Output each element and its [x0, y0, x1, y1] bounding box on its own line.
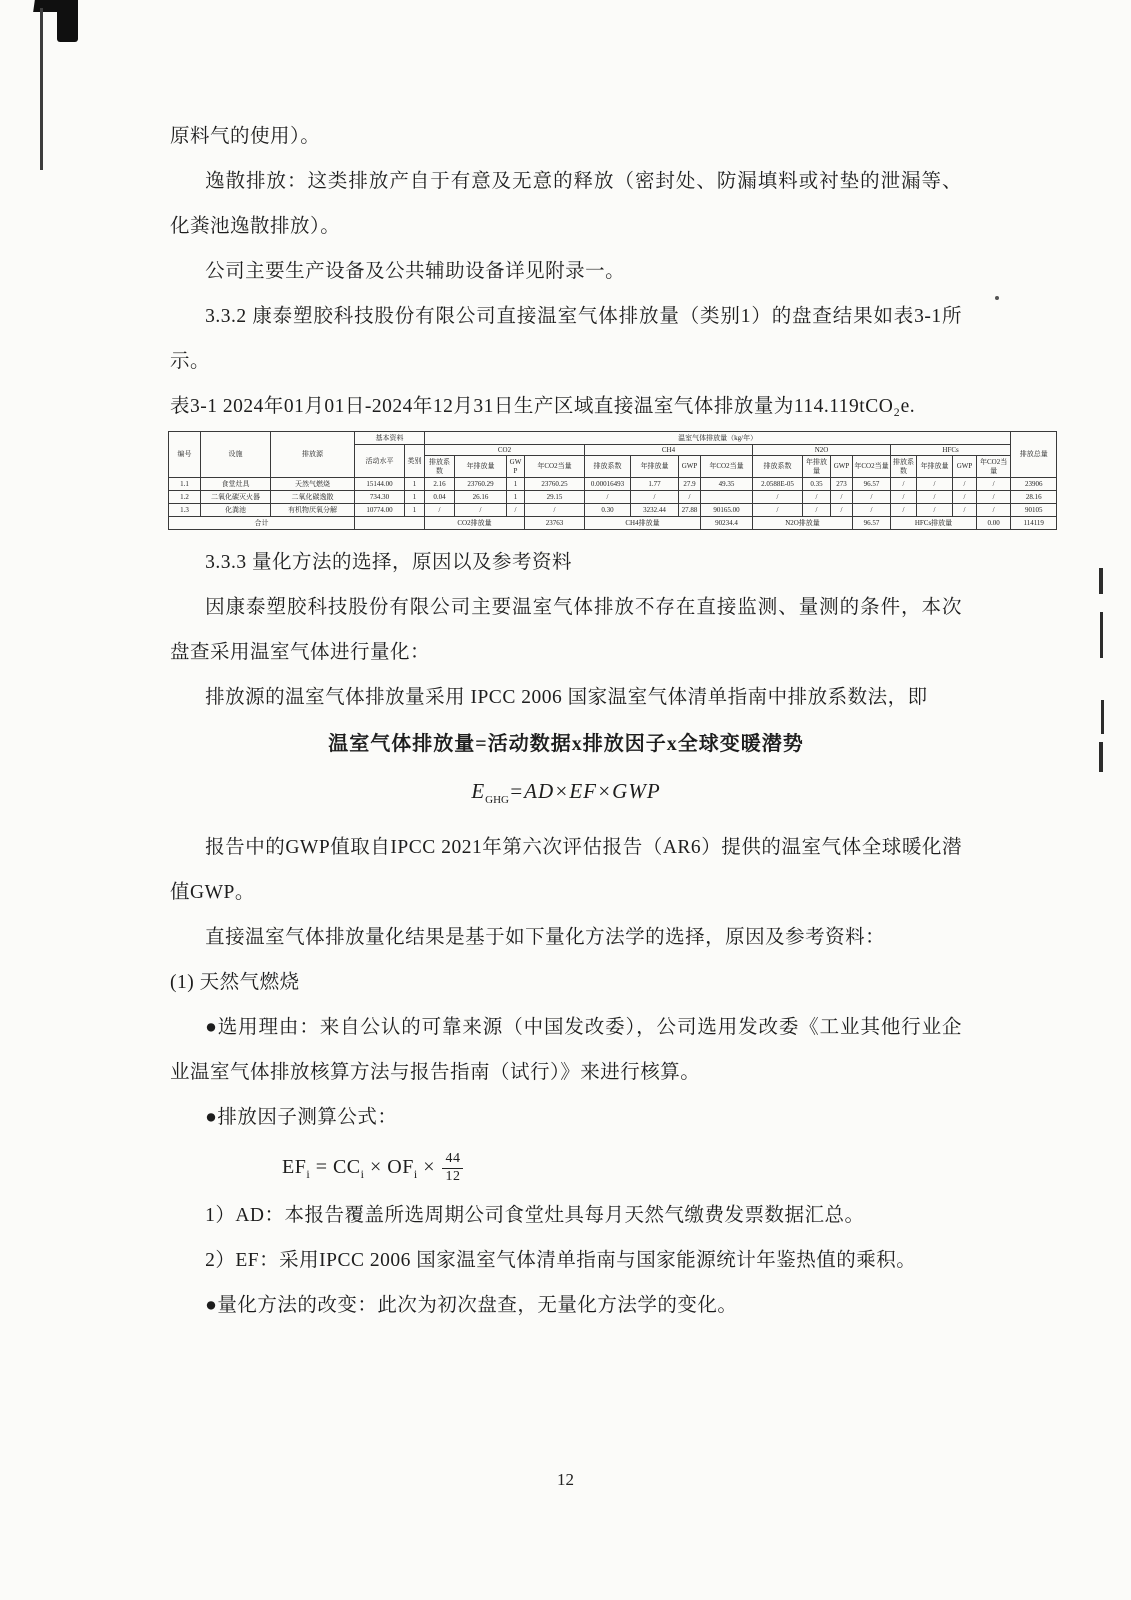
ch4-total-label: CH4排放量: [585, 517, 701, 530]
cell: 1: [507, 491, 525, 504]
cell: 1: [405, 478, 425, 491]
cell: 食堂灶具: [201, 478, 271, 491]
cell: /: [977, 478, 1011, 491]
cell: 有机物厌氧分解: [271, 504, 355, 517]
cell: 10774.00: [355, 504, 405, 517]
col-header-ghg-emissions: 温室气体排放量（kg/年）: [425, 432, 1011, 445]
col-header-source: 排放源: [271, 432, 355, 478]
cell: 3232.44: [631, 504, 679, 517]
scan-artifact-right-dash: [1101, 700, 1104, 734]
table-row: [169, 504, 1057, 517]
grand-total-value: 114119: [1011, 517, 1057, 530]
subcol-gwp: GWP: [679, 456, 701, 478]
cell: 1.3: [169, 504, 201, 517]
table-caption: 表3-1 2024年01月01日-2024年12月31日生产区域直接温室气体排放量为114.119tCO₂e.: [170, 396, 916, 417]
cell: 49.35: [701, 478, 753, 491]
cell: 27.88: [679, 504, 701, 517]
formula-fraction-44-12: [442, 1152, 463, 1184]
cell: /: [853, 504, 891, 517]
subcol-annual-emission: 年排放量: [631, 456, 679, 478]
col-header-hfcs: HFCs: [891, 445, 1011, 456]
cell: 二氧化碳逸散: [271, 491, 355, 504]
cell: 96.57: [853, 478, 891, 491]
cell: /: [917, 504, 953, 517]
hfcs-total-value: 0.00: [977, 517, 1011, 530]
cell: 29.15: [525, 491, 585, 504]
cell: /: [679, 491, 701, 504]
formula-rhs: =AD×EF×GWP: [509, 779, 661, 803]
cell: 27.9: [679, 478, 701, 491]
subcol-emission-factor: 排放系数: [585, 456, 631, 478]
cell: /: [953, 504, 977, 517]
subcol-annual-co2e: 年CO2当量: [701, 456, 753, 478]
cell: 1.2: [169, 491, 201, 504]
subcol-annual-emission: 年排放量: [455, 456, 507, 478]
formula-ef-lhs: EF: [282, 1155, 307, 1178]
cell: 26.16: [455, 491, 507, 504]
subcol-annual-co2e: 年CO2当量: [977, 456, 1011, 478]
paragraph-fugitive-emission: 逸散排放：这类排放产自于有意及无意的释放（密封处、防漏填料或衬垫的泄漏等、化粪池逸散排放）。: [170, 171, 962, 237]
cell: /: [977, 504, 1011, 517]
cell: 1.1: [169, 478, 201, 491]
cell: /: [891, 478, 917, 491]
ghg-emission-table: [168, 431, 1057, 530]
cell: 1: [405, 504, 425, 517]
formula-e: E: [471, 779, 486, 803]
col-header-facility: 设施: [201, 432, 271, 478]
cell: 273: [831, 478, 853, 491]
cell: 0.35: [803, 478, 831, 491]
cell: 化粪池: [201, 504, 271, 517]
n2o-total-label: N2O排放量: [753, 517, 853, 530]
cell-empty: [355, 517, 425, 530]
formula-e-subscript: GHG: [485, 794, 509, 807]
subcol-annual-emission: 年排放量: [803, 456, 831, 478]
cell: 23906: [1011, 478, 1057, 491]
paragraph-selection-reason: ●选用理由：来自公认的可靠来源（中国发改委），公司选用发改委《工业其他行业企业温室气体排放核算方法与报告指南（试行）》来进行核算。: [170, 1017, 962, 1084]
ghg-emission-table-wrap: [168, 431, 1048, 530]
subcol-annual-co2e: 年CO2当量: [853, 456, 891, 478]
cell: /: [831, 491, 853, 504]
cell: 二氧化碳灭火器: [201, 491, 271, 504]
paragraph-gwp-source-ar6: 报告中的GWP值取自IPCC 2021年第六次评估报告（AR6）提供的温室气体全球暖化潜值GWP。: [170, 837, 962, 904]
col-header-total-emission: 排放总量: [1011, 432, 1057, 478]
col-header-category: 类别: [405, 445, 425, 478]
cell: /: [455, 504, 507, 517]
cell: /: [917, 478, 953, 491]
cell: 0.04: [425, 491, 455, 504]
paragraph-method-change: ●量化方法的改变：此次为初次盘查，无量化方法学的变化。: [205, 1294, 738, 1316]
cell: 28.16: [1011, 491, 1057, 504]
paragraph-methodology-basis: 直接温室气体排放量化结果是基于如下量化方法学的选择，原因及参考资料：: [205, 927, 886, 949]
subcol-emission-factor: 排放系数: [425, 456, 455, 478]
formula-ef-of-sub: i: [413, 1166, 418, 1181]
hfcs-total-label: HFCs排放量: [891, 517, 977, 530]
n2o-total-value: 96.57: [853, 517, 891, 530]
cell: /: [507, 504, 525, 517]
page-body: [170, 114, 1048, 1328]
cell: /: [803, 504, 831, 517]
cell: 90165.00: [701, 504, 753, 517]
cell: /: [853, 491, 891, 504]
emission-factor-formula: [282, 1152, 962, 1184]
cell: /: [525, 504, 585, 517]
subcol-annual-co2e: 年CO2当量: [525, 456, 585, 478]
col-header-basic-data: 基本资料: [355, 432, 425, 445]
cell: 1.77: [631, 478, 679, 491]
cell: [701, 491, 753, 504]
cell: /: [977, 491, 1011, 504]
cell: /: [631, 491, 679, 504]
ghg-equation-symbolic: [170, 769, 962, 823]
cell: /: [753, 491, 803, 504]
cell: /: [953, 478, 977, 491]
cell: /: [891, 491, 917, 504]
paragraph-section-3-3-3: 3.3.3 量化方法的选择，原因以及参考资料: [205, 552, 572, 573]
col-header-number: 编号: [169, 432, 201, 478]
formula-ef-eq: =: [310, 1155, 333, 1178]
paragraph-no-direct-monitoring: 因康泰塑胶科技股份有限公司主要温室气体排放不存在直接监测、量测的条件，本次盘查采用温室气体进行量化：: [170, 597, 962, 663]
paragraph-natural-gas-heading: (1) 天然气燃烧: [170, 972, 300, 994]
table-total-row: [169, 517, 1057, 530]
table-row: [169, 478, 1057, 491]
paragraph-section-3-3-2: 3.3.2 康泰塑胶科技股份有限公司直接温室气体排放量（类别1）的盘查结果如表3-1所示。: [170, 306, 962, 372]
col-header-ch4: CH4: [585, 445, 753, 456]
scan-artifact-right-dash: [1099, 742, 1103, 772]
formula-ef-cc: CC: [332, 1155, 361, 1178]
col-header-co2: CO2: [425, 445, 585, 456]
cell: /: [831, 504, 853, 517]
paragraph-equipment-appendix: 公司主要生产设备及公共辅助设备详见附录一。: [205, 261, 626, 282]
cell: 1: [507, 478, 525, 491]
scan-artifact-dot: [995, 296, 999, 300]
formula-ef-times: ×: [364, 1155, 388, 1178]
cell: /: [803, 491, 831, 504]
cell: 15144.00: [355, 478, 405, 491]
ghg-equation-text: 温室气体排放量=活动数据x排放因子x全球变暖潜势: [328, 733, 804, 755]
paragraph-ipcc-2006-method: 排放源的温室气体排放量采用 IPCC 2006 国家温室气体清单指南中排放系数法，即: [205, 687, 928, 708]
col-header-n2o: N2O: [753, 445, 891, 456]
paragraph-ef-formula-heading: ●排放因子测算公式：: [205, 1107, 398, 1129]
cell: 23760.25: [525, 478, 585, 491]
formula-ef-lhs-sub: i: [306, 1166, 311, 1181]
subcol-gwp: GWP: [507, 456, 525, 478]
formula-ef-cc-sub: i: [360, 1166, 365, 1181]
cell: /: [753, 504, 803, 517]
cell: /: [891, 504, 917, 517]
cell: /: [425, 504, 455, 517]
co2-total-label: CO2排放量: [425, 517, 525, 530]
paragraph-ad-definition: 1）AD：本报告覆盖所选周期公司食堂灶具每月天然气缴费发票数据汇总。: [205, 1204, 865, 1226]
fraction-numerator: 44: [442, 1152, 463, 1169]
cell: /: [953, 491, 977, 504]
fraction-denominator: 12: [445, 1168, 461, 1184]
cell: 0.00016493: [585, 478, 631, 491]
table-row: [169, 491, 1057, 504]
cell: 23760.29: [455, 478, 507, 491]
cell: 1: [405, 491, 425, 504]
col-header-activity-level: 活动水平: [355, 445, 405, 478]
subcol-gwp: GWP: [831, 456, 853, 478]
page-number: 12: [557, 1470, 574, 1489]
ch4-total-value: 90234.4: [701, 517, 753, 530]
paragraph-raw-gas: 原料气的使用）。: [170, 126, 321, 147]
cell: /: [585, 491, 631, 504]
scan-artifact-left-line: [40, 8, 43, 170]
cell: 天然气燃烧: [271, 478, 355, 491]
cell: /: [917, 491, 953, 504]
subcol-emission-factor: 排放系数: [753, 456, 803, 478]
paragraph-ef-definition: 2）EF：采用IPCC 2006 国家温室气体清单指南与国家能源统计年鉴热值的乘积。: [205, 1249, 917, 1271]
subcol-gwp: GWP: [953, 456, 977, 478]
cell: 90105: [1011, 504, 1057, 517]
cell: 0.30: [585, 504, 631, 517]
formula-ef-of: OF: [387, 1155, 414, 1178]
formula-ef-times: ×: [417, 1155, 441, 1178]
scan-artifact-right-dash: [1099, 568, 1103, 594]
subcol-annual-emission: 年排放量: [917, 456, 953, 478]
cell: 2.0588E-05: [753, 478, 803, 491]
scan-artifact-right-dash: [1100, 612, 1103, 658]
subcol-emission-factor: 排放系数: [891, 456, 917, 478]
co2-total-value: 23763: [525, 517, 585, 530]
scan-artifact-top-left-bar: [57, 0, 78, 42]
total-label: 合计: [169, 517, 355, 530]
cell: 2.16: [425, 478, 455, 491]
cell: 734.30: [355, 491, 405, 504]
